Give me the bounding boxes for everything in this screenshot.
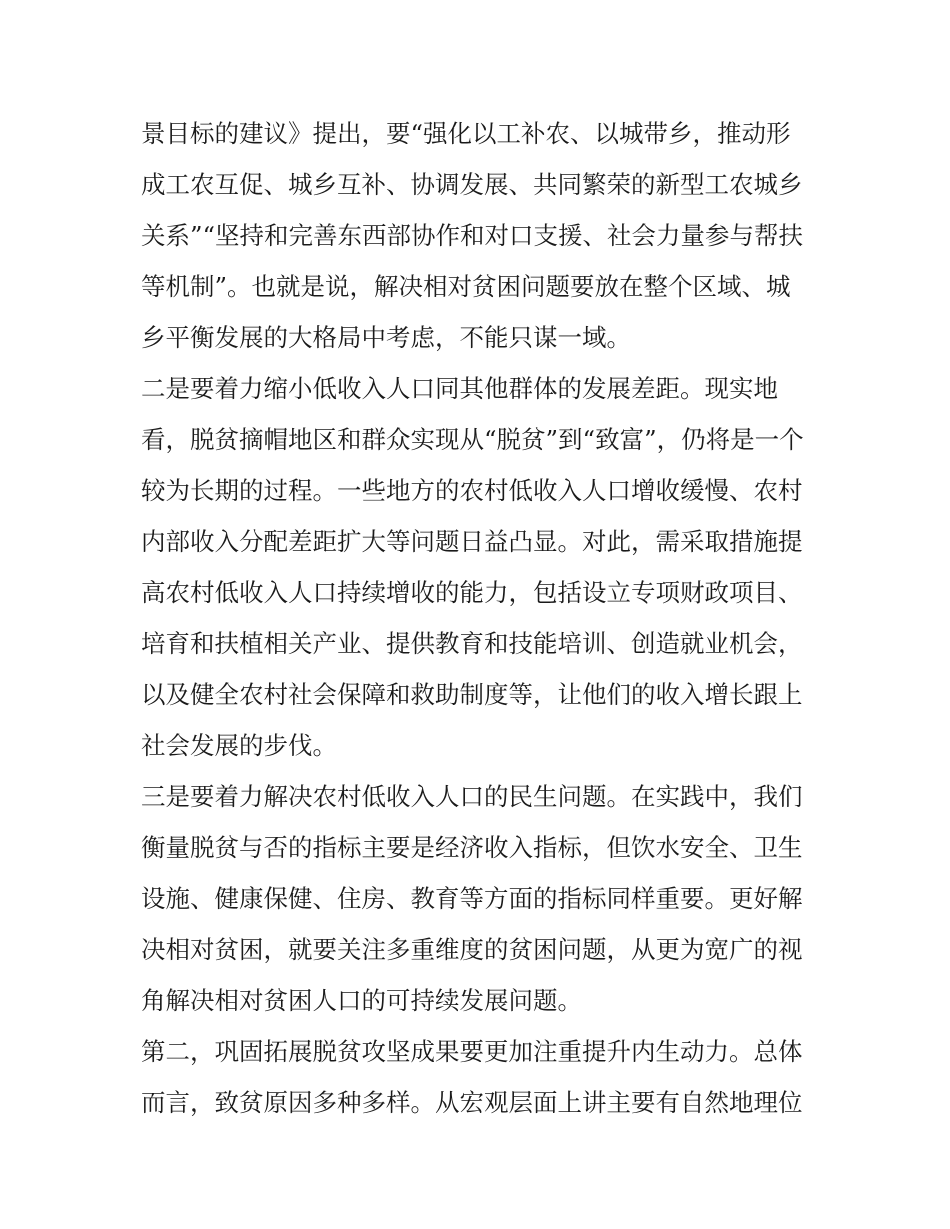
text-line: 培育和扶植相关产业、提供教育和技能培训、创造就业机会， bbox=[141, 629, 803, 658]
text-line: 社会发展的步伐。 bbox=[141, 731, 337, 760]
text-line: 决相对贫困，就要关注多重维度的贫困问题，从更为宽广的视 bbox=[141, 935, 803, 964]
text-line: 较为长期的过程。一些地方的农村低收入人口增收缓慢、农村 bbox=[141, 476, 803, 505]
text-line: 高农村低收入人口持续增收的能力，包括设立专项财政项目、 bbox=[141, 578, 803, 607]
text-line: 而言，致贫原因多种多样。从宏观层面上讲主要有自然地理位 bbox=[141, 1088, 803, 1117]
text-line: 乡平衡发展的大格局中考虑，不能只谋一域。 bbox=[141, 323, 631, 352]
document-body bbox=[141, 108, 821, 1128]
text-line: 三是要着力解决农村低收入人口的民生问题。在实践中，我们 bbox=[141, 782, 803, 811]
text-line: 看，脱贫摘帽地区和群众实现从“脱贫”到“致富”，仍将是一个 bbox=[141, 425, 804, 454]
text-line: 设施、健康保健、住房、教育等方面的指标同样重要。更好解 bbox=[141, 884, 803, 913]
text-line: 衡量脱贫与否的指标主要是经济收入指标，但饮水安全、卫生 bbox=[141, 833, 803, 862]
text-line: 景目标的建议》提出，要“强化以工补农、以城带乡，推动形 bbox=[141, 119, 791, 148]
text-line: 第二，巩固拓展脱贫攻坚成果要更加注重提升内生动力。总体 bbox=[141, 1037, 803, 1066]
text-line: 以及健全农村社会保障和救助制度等，让他们的收入增长跟上 bbox=[141, 680, 803, 709]
text-line: 内部收入分配差距扩大等问题日益凸显。对此，需采取措施提 bbox=[141, 527, 803, 556]
text-line: 角解决相对贫困人口的可持续发展问题。 bbox=[141, 986, 582, 1015]
text-line: 等机制”。也就是说，解决相对贫困问题要放在整个区域、城 bbox=[141, 272, 791, 301]
text-line: 成工农互促、城乡互补、协调发展、共同繁荣的新型工农城乡 bbox=[141, 170, 803, 199]
text-line: 二是要着力缩小低收入人口同其他群体的发展差距。现实地 bbox=[141, 374, 778, 403]
text-line: 关系”“坚持和完善东西部协作和对口支援、社会力量参与帮扶 bbox=[141, 221, 804, 250]
